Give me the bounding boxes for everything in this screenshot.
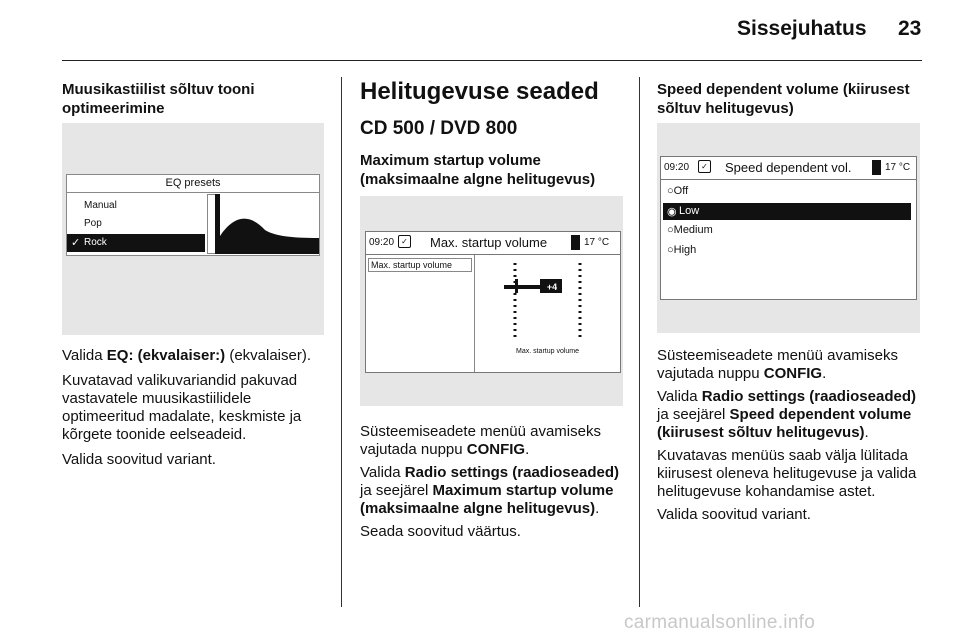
column-2-body [360,423,628,541]
screen-divider [67,192,319,193]
bold-text: Speed dependent volume (kiirusest sõltuv helitugevus) [657,406,912,441]
column-divider [639,77,640,607]
paragraph: Valida soovitud variant. [62,451,216,468]
text: ja seejärel [360,482,433,499]
column-2 [360,78,628,189]
section-heading: Muusikastiilist sõltuv tooni optimeerimine [62,81,255,117]
bold-text: Maximum startup volume (maksimaalne algne helitugevus) [360,482,614,517]
paragraph [657,347,919,383]
column-3-body [657,347,939,524]
clock: 09:20 [369,237,395,248]
subsection-heading: Maximum startup volume (maksimaalne algne helitugevus) [360,152,596,188]
option-label: High [673,244,697,256]
text: Süsteemiseadete menüü avamiseks vajutada nuppu [657,347,898,382]
screen-status-bar [366,232,620,255]
page-number: 23 [898,17,922,40]
screen-title: Speed dependent vol. [725,160,852,175]
radio-empty-icon: ○ [667,244,674,256]
radio-icon: ✓ [398,235,411,248]
text: Valida [62,347,107,364]
bold-text: Radio settings (raadioseaded) [404,464,619,481]
max-startup-volume-screen [365,231,621,373]
eq-item-pop[interactable]: Pop [84,218,102,229]
column-1-body [62,347,337,469]
text: . [525,441,530,458]
radio-empty-icon: ○ [667,185,674,197]
temperature: 17 °C [584,237,610,248]
bold-text: CONFIG [466,441,526,458]
list-item-selected[interactable]: Max. startup volume [368,258,472,272]
slider-caption: Max. startup volume [516,348,580,355]
watermark: carmanualsonline.info [624,612,816,633]
text: . [595,500,600,517]
radio-icon: ✓ [698,160,711,173]
paragraph: Seada soovitud väärtus. [360,523,521,540]
speed-dependent-volume-screen [660,156,917,300]
paragraph [360,423,628,459]
option-label: Medium [673,224,713,236]
paragraph: Kuvatavad valikuvariandid pakuvad vastavatele muusikastiilidele optimeeritud madalate, keskmiste ja kõrgete toonide eelseadeid. [62,372,302,443]
option-low-selected[interactable] [663,203,911,220]
text: (ekvalaiser). [225,347,312,364]
text: Valida [360,464,405,481]
option-medium[interactable] [667,224,713,236]
thermometer-icon [571,235,580,250]
clock: 09:20 [664,162,690,173]
text: Valida [657,388,702,405]
thermometer-icon [872,160,881,175]
eq-item-label: Rock [84,237,107,248]
header-rule [62,60,922,61]
paragraph [62,347,337,365]
column-1 [62,80,327,118]
eq-presets-screen [66,174,320,256]
screen-title: Max. startup volume [430,235,548,250]
paragraph: Valida soovitud variant. [657,506,811,523]
settings-list [366,255,475,372]
slider-value: +4 [546,282,558,292]
text: ja seejärel [657,406,730,423]
eq-curve-graphic [215,194,319,254]
running-header-title: Sissejuhatus [737,17,867,40]
bold-text: EQ: (ekvalaiser:) [106,347,226,364]
eq-presets-screenshot [62,123,324,335]
option-label: Off [673,185,689,197]
text: . [822,365,827,382]
section-heading: Speed dependent volume (kiirusest sõltuv helitugevus) [657,81,910,117]
option-high[interactable] [667,244,696,256]
max-startup-volume-screenshot [360,196,623,406]
option-off[interactable] [667,185,688,197]
paragraph [360,464,628,518]
paragraph: Kuvatavas menüüs saab välja lülitada kiirusest oleneva helitugevuse ja valida helitugevuse kohandamise astet. [657,447,917,500]
speed-dependent-volume-screenshot [657,123,920,333]
paragraph [657,388,919,442]
temperature: 17 °C [885,162,911,173]
eq-item-rock-selected[interactable] [67,234,205,252]
eq-item-manual[interactable]: Manual [84,200,117,211]
text: . [864,424,869,441]
screen-status-bar [661,157,916,180]
bold-text: Radio settings (raadioseaded) [701,388,916,405]
radio-empty-icon: ○ [667,224,674,236]
radio-selected-icon: ◉ [667,206,677,218]
text: Süsteemiseadete menüü avamiseks vajutada nuppu [360,423,601,458]
section-title: Helitugevuse seaded [360,78,599,105]
check-icon: ✓ [71,237,81,249]
screen-title: EQ presets [165,177,221,189]
column-3 [657,80,919,118]
bold-text: CONFIG [763,365,823,382]
option-label: Low [679,205,700,217]
column-divider [341,77,342,607]
section-subtitle: CD 500 / DVD 800 [360,118,518,139]
